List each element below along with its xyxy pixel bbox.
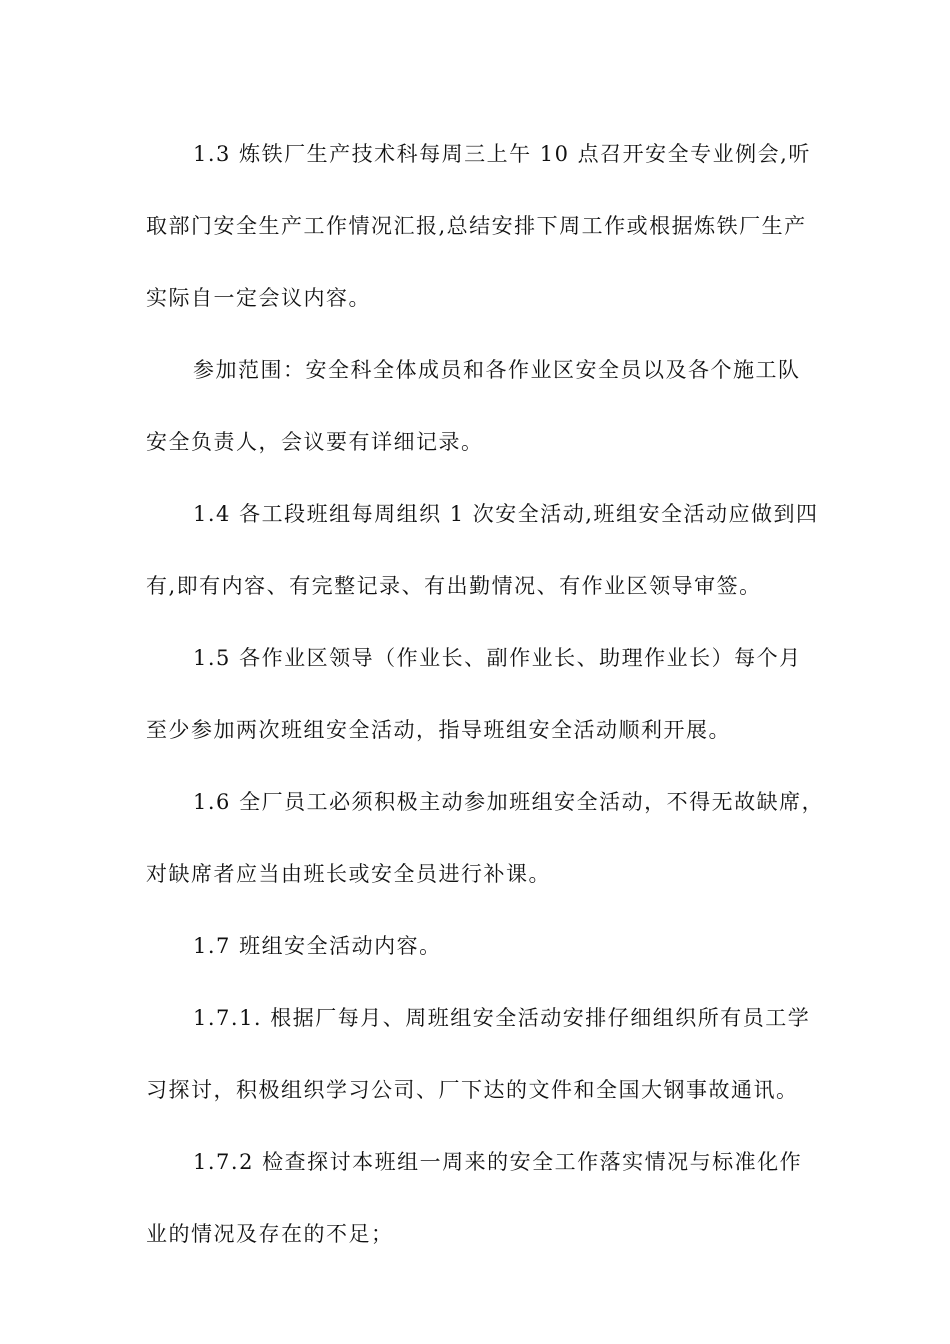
text-line: 1.6 全厂员工必须积极主动参加班组安全活动，不得无故缺席， [193,790,825,814]
paragraph-1-7 [146,910,806,982]
paragraph-1-6 [146,766,825,910]
text-line: 安全负责人，会议要有详细记录。 [146,430,484,454]
paragraph-1-7-2 [146,1126,806,1270]
text-line: 有,即有内容、有完整记录、有出勤情况、有作业区领导审签。 [146,574,762,598]
text-line: 1.5 各作业区领导（作业长、副作业长、助理作业长）每个月 [193,646,802,670]
paragraph-1-3 [146,118,811,334]
text-line: 取部门安全生产工作情况汇报,总结安排下周工作或根据炼铁厂生产 [146,214,807,238]
text-line: 1.7 班组安全活动内容。 [193,934,442,958]
text-line: 实际自一定会议内容。 [146,286,371,310]
text-line: 业的情况及存在的不足； [146,1222,394,1246]
text-line: 1.7.2 检查探讨本班组一周来的安全工作落实情况与标准化作 [193,1150,803,1174]
paragraph-1-5 [146,622,806,766]
paragraph-1-4 [146,478,819,622]
text-line: 对缺席者应当由班长或安全员进行补课。 [146,862,551,886]
paragraph-1-7-1 [146,982,811,1126]
text-line: 至少参加两次班组安全活动，指导班组安全活动顺利开展。 [146,718,731,742]
paragraph-scope [146,334,806,478]
text-line: 1.7.1. 根据厂每月、周班组安全活动安排仔细组织所有员工学 [193,1006,811,1030]
text-line: 习探讨，积极组织学习公司、厂下达的文件和全国大钢事故通讯。 [146,1078,799,1102]
text-line: 1.3 炼铁厂生产技术科每周三上午 10 点召开安全专业例会,听 [193,142,811,166]
text-line: 1.4 各工段班组每周组织 1 次安全活动,班组安全活动应做到四 [193,502,819,526]
text-line: 参加范围：安全科全体成员和各作业区安全员以及各个施工队 [193,358,801,382]
